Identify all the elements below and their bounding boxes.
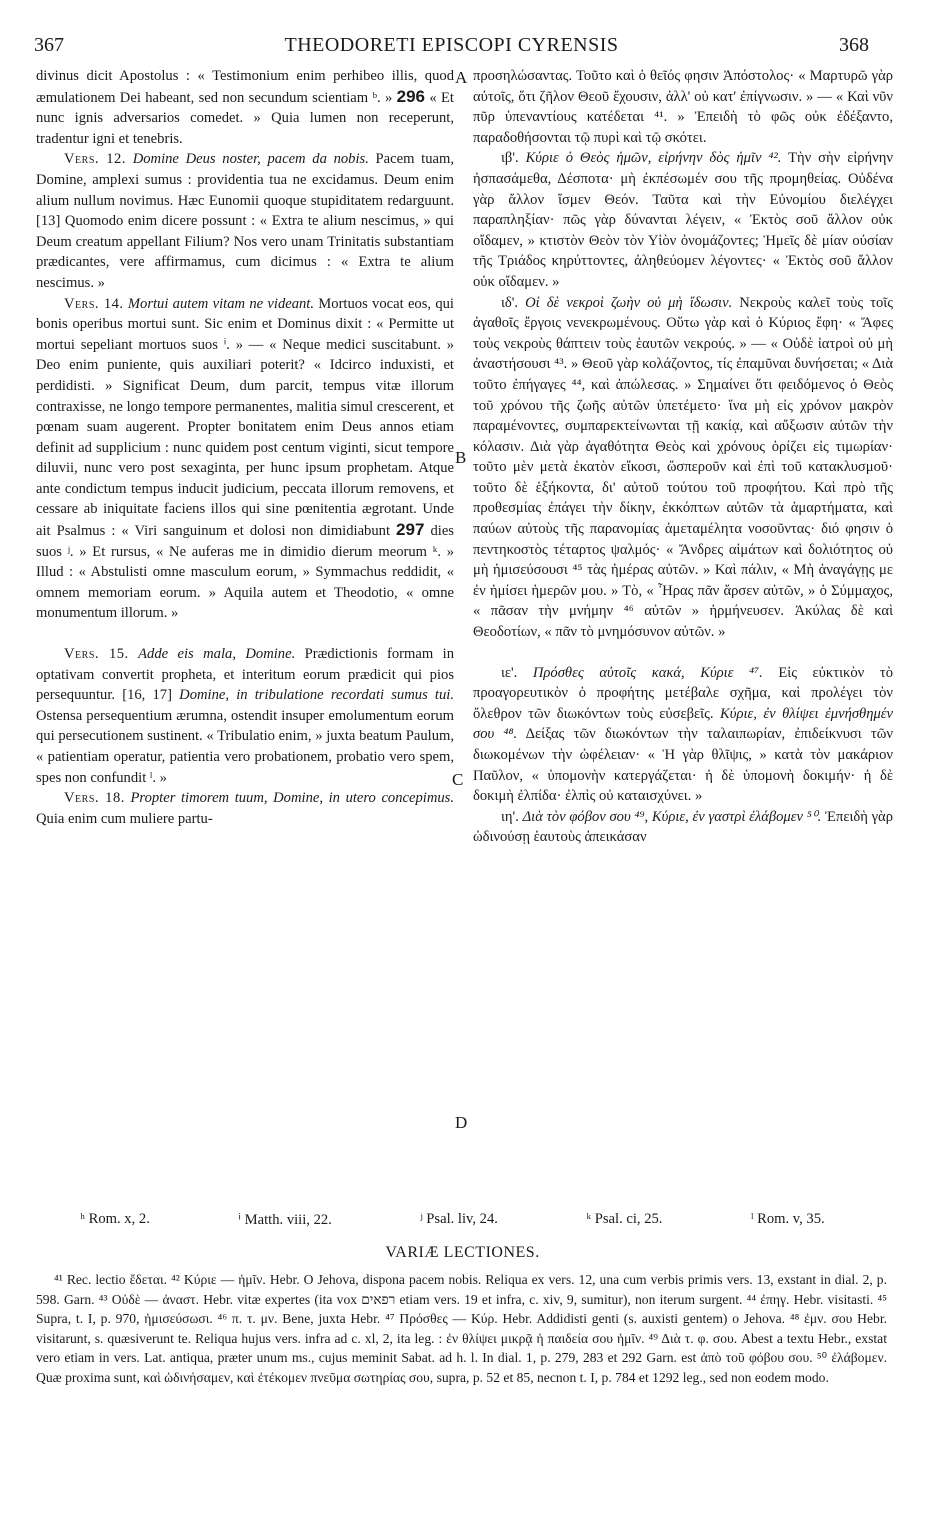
verse-commentary: Mortuos vocat eos, qui bonis operibus mortui sunt. Sic enim et Dominus dixit : « Permitte ut mortui sepeliant mortuos suos ⁱ. » — « Neque medici suscitabunt. » Deo enim puniente, quis auxiliari poterit? « Idcirco induxisti, et perdidisti. » Significat Deum, dum parcit, tempus vitæ illorum contraxisse, ne longo tempore permanentes, malitia simul crescerent, et pœnam suam augerent. Propter bonitatem enim Deus annos etiam definit ad supplicium : nunc quidem post centum viginti, sicut tempore diluvii, nunc vero post sexaginta, per hunc ipsum prophetam. Atque ante condictum tempus inducit judicium, peccata illorum removens, et cessare ab iniquitate faciens illos qui sine pœnitentia ægrotant. Unde ait Psalmus : « Viri sanguinum et dolosi non dimidiabunt <box>36 295 454 540</box>
verse-lemma: Adde eis mala, Domine. <box>138 646 296 663</box>
verse-label: Vers. 18. <box>64 790 125 807</box>
footnote-ref: ᵏ Psal. ci, 25. <box>586 1211 663 1227</box>
page-number-left: 367 <box>34 34 64 56</box>
margin-letter-d: D <box>455 1113 468 1132</box>
column-number-296: 296 <box>396 86 425 106</box>
greek-verse-18 <box>473 807 893 848</box>
verse-commentary: dies suos ʲ. » Et rursus, « Ne auferas me in dimidio dierum meorum ᵏ. » Illud : « Abstulisti omne masculum eorum, » Symmachus reddidit, « omnem memoriam eorum. » Aquila autem et Theodotio, « omne monumentum illorum. » <box>36 523 454 622</box>
verse-lemma: Domine Deus noster, pacem da nobis. <box>132 151 369 168</box>
greek-column <box>473 66 893 848</box>
verse-lemma: Οἱ δὲ νεκροὶ ζωὴν οὐ μὴ ἴδωσιν. <box>525 294 733 311</box>
page-number-right: 368 <box>839 34 869 56</box>
latin-verse-14 <box>36 294 454 625</box>
margin-letter-b: B <box>455 448 467 467</box>
variae-lectiones-heading: VARIÆ LECTIONES. <box>385 1244 540 1261</box>
footnote-ref: ˡ Rom. v, 35. <box>751 1211 825 1227</box>
latin-verse-12 <box>36 149 454 293</box>
verse-label: Vers. 14. <box>64 295 124 312</box>
footnote-ref: ʲ Psal. liv, 24. <box>420 1211 498 1227</box>
margin-letter-a: A <box>455 68 468 87</box>
verse-lemma: Mortui autem vitam ne videant. <box>127 295 315 312</box>
running-title: THEODORETI EPISCOPI CYRENSIS <box>284 34 619 56</box>
greek-verse-12 <box>473 148 893 292</box>
verse-label: Vers. 15. <box>64 646 129 663</box>
verse-label: Vers. 12. <box>64 151 126 168</box>
verse-label: ιβ'. <box>501 150 519 167</box>
latin-verse-18 <box>36 788 454 829</box>
verse-commentary: Ἐπειδὴ γὰρ ὠδινούσῃ ἑαυτοὺς ἀπεικάσαν <box>473 808 893 846</box>
latin-column <box>36 66 454 829</box>
margin-letter-c: C <box>452 770 464 789</box>
page-header <box>34 34 869 60</box>
footnote-references <box>36 1211 869 1229</box>
verse-lemma: Κύριε ὁ Θεὸς ἡμῶν, εἰρήνην δὸς ἡμῖν ⁴². <box>525 150 782 167</box>
verse-label: ιδ'. <box>501 294 519 311</box>
verse-commentary: Νεκροὺς καλεῖ τοὺς τοῖς ἀγαθοῖς ἔργοις νενεκρωμένους. Οὕτω γὰρ καὶ ὁ Κύριος ἔφη· « Ἄφες τοὺς νεκροὺς θάπτειν τοὺς ἑαυτῶν νεκρούς. » — « Οὐδὲ ἰατροὶ οὐ μὴ ἀναστήσουσι ⁴³. » Θεοῦ γὰρ κολάζοντος, τίς ἐπαμῦναι δυνήσεται; « Διὰ τοῦτο ἐπήγαγες ⁴⁴, καὶ ἀπώλεσας. » Σημαίνει ὅτι φειδόμενος ὁ Θεὸς τοῦ χρόνου τῆς ζωῆς αὐτῶν ὑπετέμετο· ἵνα μὴ εἰς χρόνον μακρὸν παραμένοντες, συμπαρεκτείνωνται τῇ κακίᾳ, καὶ αὔξωσιν αὐτῶν τὴν κόλασιν. Διὰ γὰρ ἀγαθότητα Θεὸς καὶ χρόνους ὁρίζει εἰς τιμωρίαν· τοῦτο μὲν μετὰ ἑκατὸν εἴκοσι, ὥσπεροῦν καὶ ἐπὶ τοῦ κατακλυσμοῦ· τοῦτο δὲ ἑξήκοντα, δι' αὐτοῦ τούτου τοῦ προφήτου. Καὶ πρὸ τῆς προθεσμίας ἐπάγει τὴν δίκην, ἐκκόπτων αὐτῶν τὰ ἁμαρτήματα, καὶ παύων αὐτοὺς τῆς παρανομίας ἀμεταμέλητα νοσοῦντας· διό φησιν ὁ πεντηκοστὸς τέταρτος ψαλμός· « Ἄνδρες αἱμάτων καὶ δολιότητος οὐ μὴ ἡμισεύσουσι ⁴⁵ τὰς ἡμέρας αὐτῶν. » Καὶ πάλιν, « Μὴ ἀναγάγῃς με ἐν ἡμίσει ἡμερῶν μου. » Τὸ, « Ἦρας πᾶν ἄρσεν αὐτῶν, » ὁ Σύμμαχος, « πᾶσαν τὴν μνήμην ⁴⁶ αὐτῶν » ἡρμήνευσεν. Ἀκύλας δὲ καὶ Θεοδοτίων, « πᾶν τὸ μνημόσυνον αὐτῶν. » <box>473 294 894 641</box>
verse-commentary: Pacem tuam, Domine, amplexi sumus : providentia tua ne excidamus. Deum enim alium nullum novimus. Hæc Eunomii quoque stupiditatem redarguunt. [13] Quomodo enim dicere possunt : « Extra te alium nescimus, » qui Deum creatum appellant Filium? Nos vero unam Trinitatis substantiam prædicantes, vere affirmamus, cum dicimus : « Extra te alium nescimus. » <box>36 151 454 291</box>
verse-lemma: Domine, in tribulatione recordati sumus tui. <box>179 687 454 704</box>
verse-label: ιη'. <box>501 808 519 825</box>
footnote-ref: ʰ Rom. x, 2. <box>80 1211 150 1227</box>
verse-lemma: Πρόσθες αὐτοῖς κακά, Κύριε ⁴⁷. <box>532 664 763 681</box>
verse-commentary: Δείξας τῶν διωκόντων τὴν ταλαιπωρίαν, ἐπιδείκνυσι τῶν διωκομένων τὴν ὠφέλειαν· « Ἡ γὰρ θλῖψις, » κατὰ τὸν μακάριον Παῦλον, « ὑπομονὴν κατεργάζεται· ἡ δὲ ὑπομονὴ δοκιμήν· ἡ δὲ δοκιμὴ ἐλπίδα· ἐλπὶς οὐ καταισχύνει. » <box>473 726 893 805</box>
greek-verse-14 <box>473 293 893 643</box>
latin-verse-15 <box>36 644 454 788</box>
verse-commentary: Εἰς εὐκτικὸν τὸ προαγορευτικὸν ὁ προφήτης μετέβαλε σχῆμα, καὶ προλέγει τὸν ὄλεθρον τῶν διωκόντων τοὺς εὐσεβεῖς. <box>473 664 893 722</box>
verse-lemma: Κύριε, ἐν θλίψει ἐμνήσθημέν σου ⁴⁸. <box>473 705 893 743</box>
verse-lemma: Propter timorem tuum, Domine, in utero concepimus. <box>130 790 454 807</box>
latin-text: divinus dicit Apostolus : « Testimonium enim perhibeo illis, quod æmulationem Dei habeant, sed non secundum scientiam ᵇ. » <box>36 68 454 106</box>
verse-label: ιε'. <box>501 664 518 681</box>
latin-text: « Et nunc ignis adversarios comedet. » Quia lumen non receperunt, tradentur igni et tenebris. <box>36 89 454 147</box>
greek-verse-15 <box>473 663 893 807</box>
greek-paragraph-intro: προσηλώσαντας. Τοῦτο καὶ ὁ θεῖός φησιν Ἀπόστολος· « Μαρτυρῶ γὰρ αὐτοῖς, ὅτι ζῆλον Θεοῦ ἔχουσιν, ἀλλ' οὐ κατ' ἐπίγνωσιν. » — « Καὶ νῦν πῦρ ὑπεναντίους κατέδεται ⁴¹. » Ἐπειδὴ τὸ φῶς οὐκ ἐδέξαντο, παραδοθήσονται τῷ πυρὶ καὶ τῷ σκότει. <box>473 68 893 146</box>
verse-commentary: Ostensa persequentium ærumna, ostendit insuper emolumentum eorum qui persecutionem sustinent. « Tribulatio enim, » juxta beatum Paulum, « patientiam operatur, patientia vero probationem, probatio vero spem, spes non confundit ˡ. » <box>36 707 454 786</box>
footnote-ref: ⁱ Matth. viii, 22. <box>238 1212 332 1228</box>
verse-commentary: Τὴν σὴν εἰρήνην ἠσπασάμεθα, Δέσποτα· μὴ ἐκπέσωμέν σου τῆς προμηθείας. Οὐδένα γὰρ ἄλλον ἴσμεν Θεόν. Ταῦτα καὶ τὴν Εὐνομίου διελέγχει παραπληξίαν· πῶς γὰρ δύνανται λέγειν, « Ἐκτὸς σοῦ ἄλλον οὐκ οἴδαμεν, » κτιστὸν Θεὸν τὸν Υἱὸν ὀνομάζοντες; Ἡμεῖς δὲ μίαν οὐσίαν τῆς Τριάδος κηρύττοντες, ἀληθεύομεν λέγοντες· « Ἐκτὸς σοῦ ἄλλον οὐκ οἴδαμεν. » <box>473 150 893 290</box>
verse-lemma: Διὰ τὸν φόβον σου ⁴⁹, Κύριε, ἐν γαστρὶ ἐλάβομεν ⁵⁰. <box>522 808 822 825</box>
verse-commentary: Prædictionis formam in optativam convertit propheta, et interitum eorum prædicit qui pios persequuntur. [16, 17] <box>36 646 454 704</box>
verse-commentary: Quia enim cum muliere partu- <box>36 810 213 827</box>
latin-paragraph-intro <box>36 66 454 149</box>
variae-lectiones-text: ⁴¹ Rec. lectio ἔδεται. ⁴² Κύριε — ἡμῖν. Hebr. O Jehova, dispona pacem nobis. Reliqua ex vers. 12, una cum verbis primis vers. 13, exstant in dial. 2, p. 598. Garn. ⁴³ Οὐδὲ — ἀναστ. Hebr. vitæ expertes (ita vox רפאים etiam vers. 19 et infra, c. xiv, 9, sumitur), non iterum surgent. ⁴⁴ ἐπηγ. Hebr. visitasti. ⁴⁵ Supra, t. I, p. 970, ἡμισεύσωσι. ⁴⁶ π. τ. μν. Bene, juxta Hebr. ⁴⁷ Πρόσθες — Κύρ. Hebr. Addidisti genti (s. auxisti gentem) o Jehova. ⁴⁸ ἐμν. σου Hebr. visitarunt, s. quæsiverunt te. Reliqua hujus vers. infra ad c. xl, 2, ita leg. : ἐν θλίψει μικρᾷ ἡ παιδεία σου ἡμῖν. ⁴⁹ Διὰ τ. φ. σου. Abest a textu Hebr., exstat vero etiam in vers. Lat. antiqua, præter unum ms., cujus meminit Sabat. ad h. l. In dial. 1, p. 279, 283 et 292 Garn. est ἀπὸ τοῦ φόβου σου. ⁵⁰ ἐλάβομεν. Quæ proxima sunt, καὶ ὠδινήσαμεν, καὶ ἐτέκομεν πνεῦμα σωτηρίας σου, supra, p. 52 et 85, necnon t. I, p. 784 et 1292 leg., sed non eodem modo. <box>36 1272 887 1385</box>
column-number-297: 297 <box>396 520 425 540</box>
